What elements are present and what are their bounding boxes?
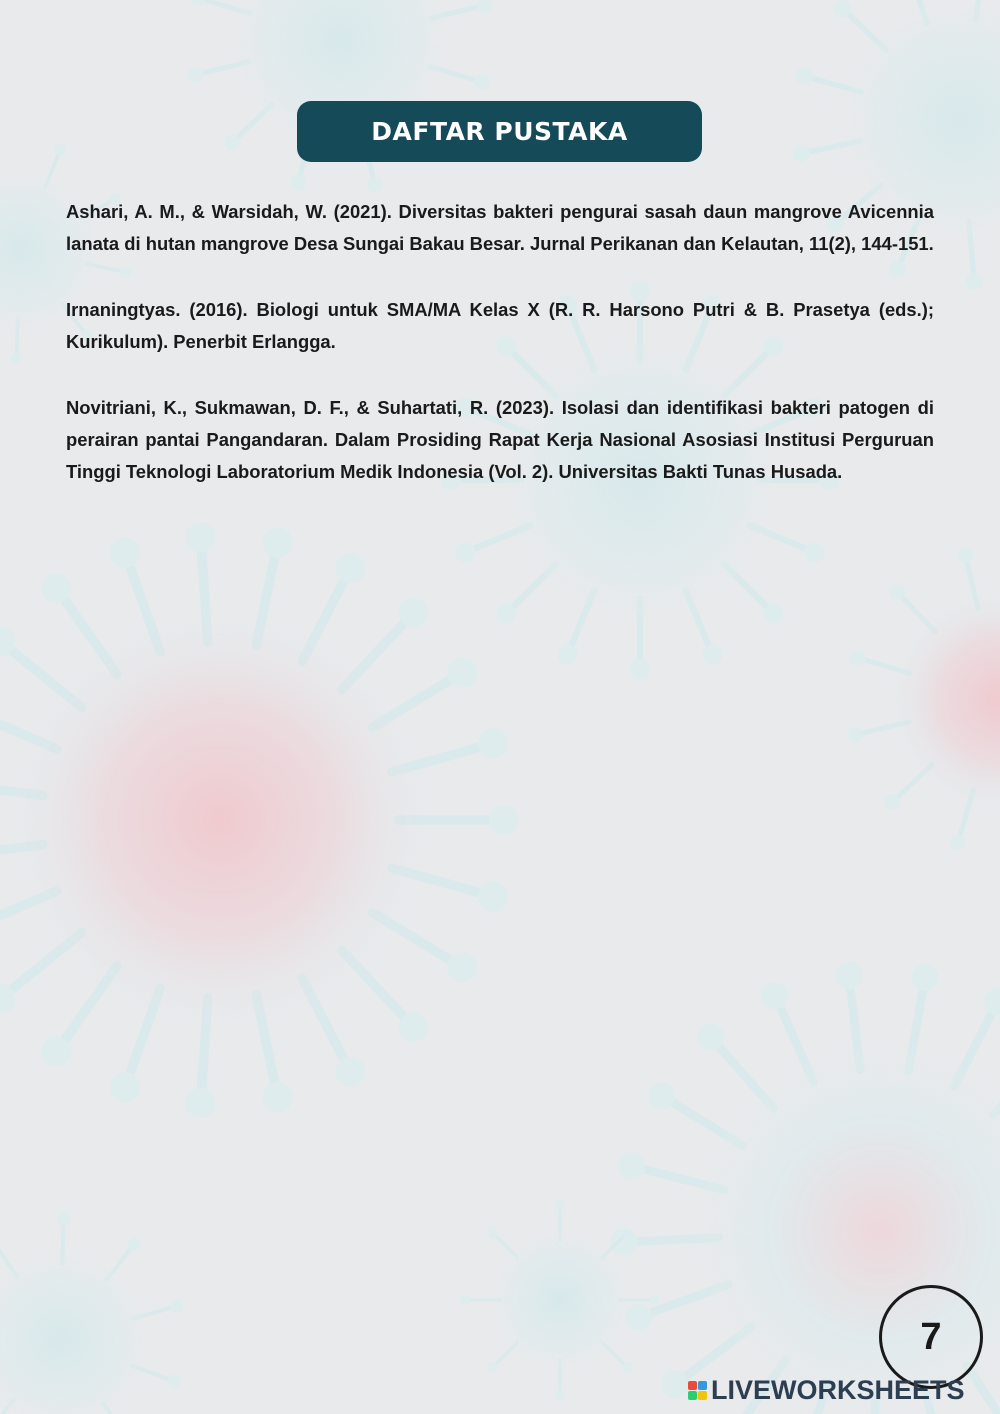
reference-list	[66, 196, 934, 522]
page-number: 7	[920, 1315, 942, 1358]
reference-entry: Ashari, A. M., & Warsidah, W. (2021). Diversitas bakteri pengurai sasah daun mangrove Avicennia lanata di hutan mangrove Desa Sungai Bakau Besar. Jurnal Perikanan dan Kelautan, 11(2), 144-151.	[66, 201, 934, 254]
reference-entry: Irnaningtyas. (2016). Biologi untuk SMA/MA Kelas X (R. R. Harsono Putri & B. Prasetya (eds.); Kurikulum). Penerbit Erlangga.	[66, 299, 934, 352]
reference-entry: Novitriani, K., Sukmawan, D. F., & Suhartati, R. (2023). Isolasi dan identifikasi bakteri patogen di perairan pantai Pangandaran. Dalam Prosiding Rapat Kerja Nasional Asosiasi Institusi Perguruan Tinggi Teknologi Laboratorium Medik Indonesia (Vol. 2). Universitas Bakti Tunas Husada.	[66, 397, 934, 482]
title-banner	[297, 101, 702, 162]
brand-name: LIVEWORKSHEETS	[711, 1374, 965, 1405]
page-title: DAFTAR PUSTAKA	[371, 117, 628, 146]
liveworksheets-logo	[688, 1372, 965, 1408]
liveworksheets-icon	[688, 1381, 707, 1400]
